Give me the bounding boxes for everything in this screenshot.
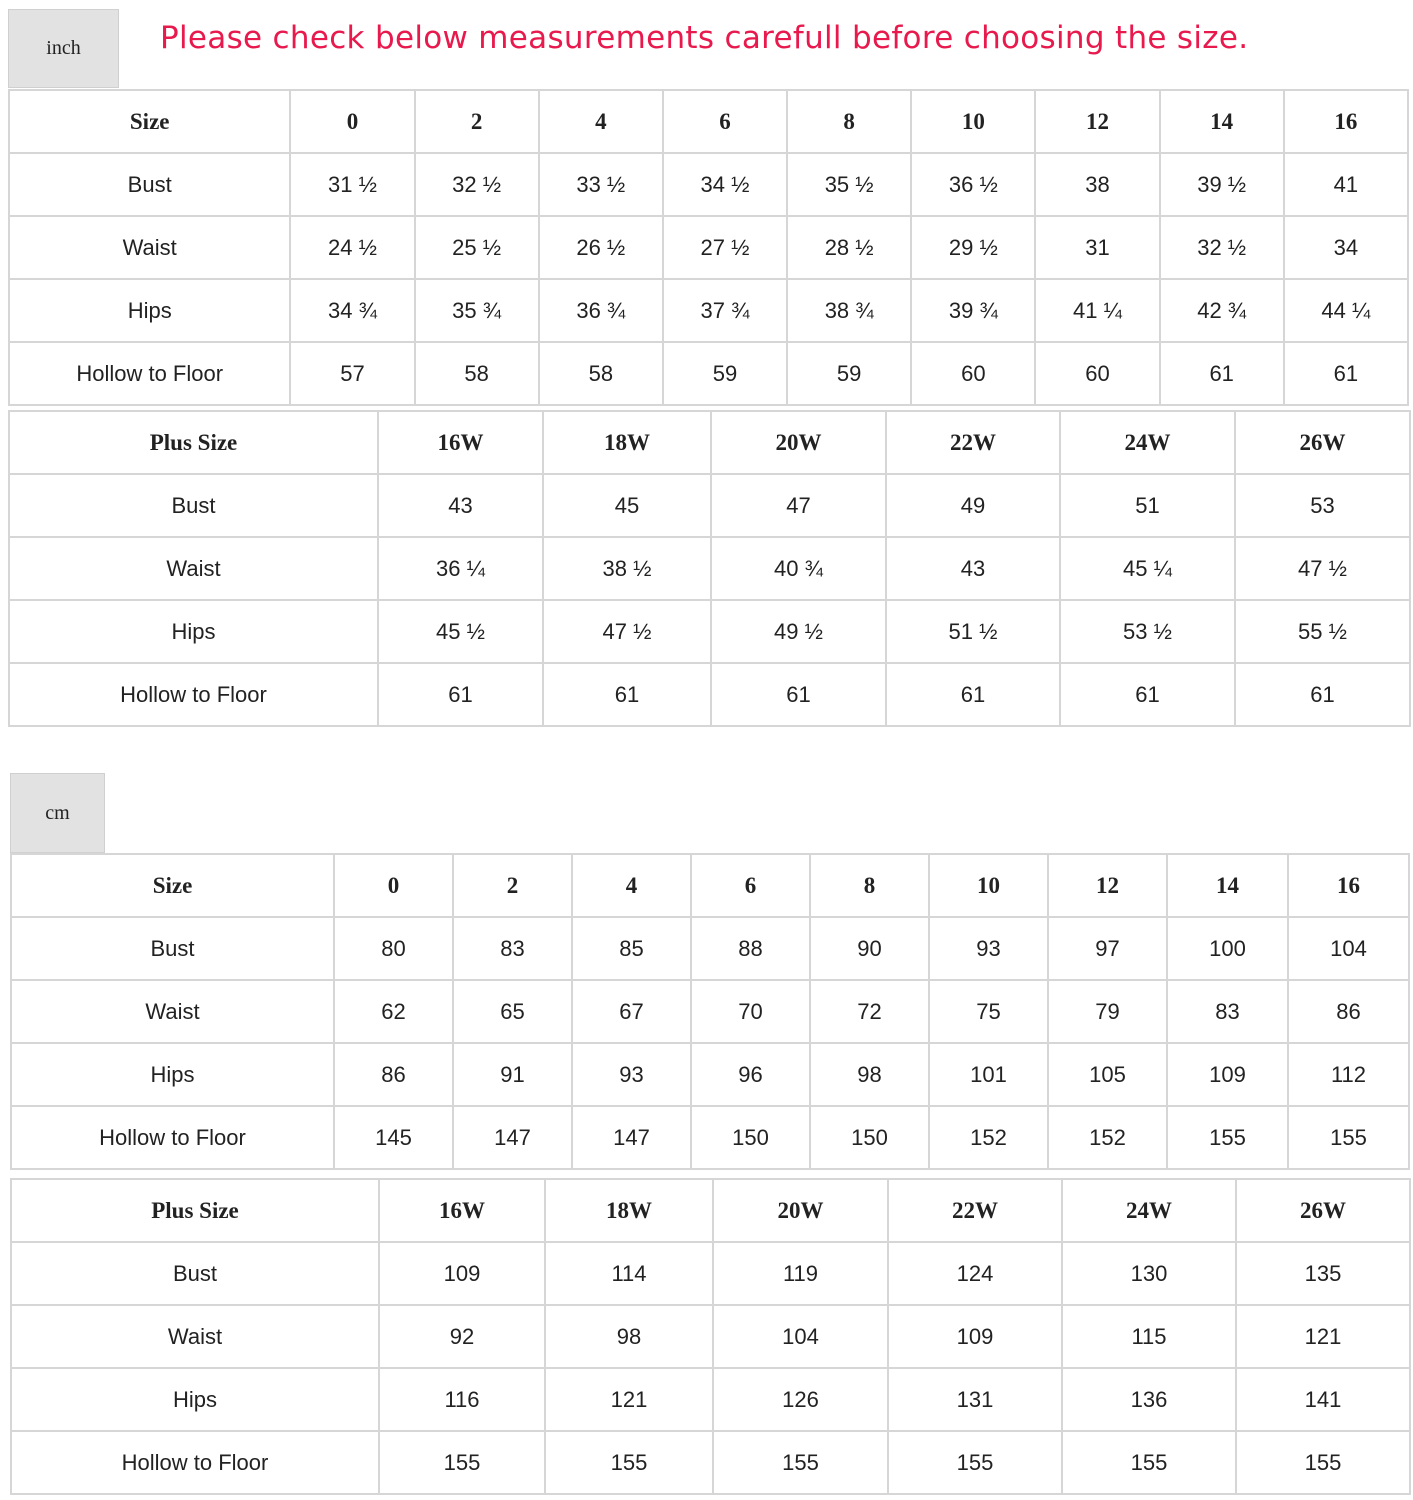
size-column-header: 2 (415, 90, 539, 153)
measurement-value: 36 ½ (911, 153, 1035, 216)
size-column-header: 18W (545, 1179, 713, 1242)
table-row (9, 474, 1410, 537)
measurement-value: 86 (1288, 980, 1409, 1043)
unit-tab-inch: inch (8, 9, 119, 88)
measurement-value: 55 ½ (1235, 600, 1410, 663)
size-column-header: 2 (453, 854, 572, 917)
measurement-value: 121 (1236, 1305, 1410, 1368)
measurement-label: Bust (9, 474, 378, 537)
measurement-value: 83 (1167, 980, 1288, 1043)
size-label-header: Plus Size (9, 411, 378, 474)
measurement-value: 150 (691, 1106, 810, 1169)
measurement-value: 67 (572, 980, 691, 1043)
measurement-value: 60 (1035, 342, 1159, 405)
measurement-value: 116 (379, 1368, 545, 1431)
measurement-value: 88 (691, 917, 810, 980)
measurement-label: Waist (9, 216, 290, 279)
size-column-header: 0 (290, 90, 414, 153)
measurement-label: Waist (11, 1305, 379, 1368)
measurement-value: 43 (886, 537, 1060, 600)
table-row (9, 279, 1408, 342)
measurement-value: 36 ¾ (539, 279, 663, 342)
measurement-value: 60 (911, 342, 1035, 405)
measurement-value: 152 (1048, 1106, 1167, 1169)
measurement-value: 26 ½ (539, 216, 663, 279)
measurement-value: 104 (1288, 917, 1409, 980)
measurement-value: 61 (1060, 663, 1235, 726)
measurement-value: 93 (572, 1043, 691, 1106)
size-column-header: 10 (911, 90, 1035, 153)
measurement-label: Hollow to Floor (11, 1106, 334, 1169)
measurement-value: 35 ¾ (415, 279, 539, 342)
measurement-label: Hips (11, 1368, 379, 1431)
measurement-value: 126 (713, 1368, 888, 1431)
table-header-row (11, 854, 1409, 917)
measurement-value: 101 (929, 1043, 1048, 1106)
measurement-value: 61 (1235, 663, 1410, 726)
measurement-label: Hollow to Floor (9, 663, 378, 726)
inch-plus-size-table (8, 410, 1411, 727)
size-column-header: 22W (886, 411, 1060, 474)
measurement-value: 59 (787, 342, 911, 405)
measurement-value: 34 (1284, 216, 1408, 279)
measurement-value: 72 (810, 980, 929, 1043)
measurement-value: 47 ½ (543, 600, 711, 663)
measurement-value: 65 (453, 980, 572, 1043)
table-row (9, 153, 1408, 216)
measurement-label: Waist (11, 980, 334, 1043)
measurement-value: 32 ½ (1160, 216, 1284, 279)
measurement-value: 93 (929, 917, 1048, 980)
size-column-header: 14 (1160, 90, 1284, 153)
size-column-header: 4 (539, 90, 663, 153)
size-column-header: 26W (1235, 411, 1410, 474)
measurement-value: 75 (929, 980, 1048, 1043)
table-header-row (11, 1179, 1410, 1242)
size-column-header: 12 (1048, 854, 1167, 917)
measurement-label: Waist (9, 537, 378, 600)
measurement-value: 100 (1167, 917, 1288, 980)
measurement-label: Hips (9, 600, 378, 663)
measurement-value: 92 (379, 1305, 545, 1368)
measurement-value: 31 ½ (290, 153, 414, 216)
measurement-value: 33 ½ (539, 153, 663, 216)
measurement-value: 147 (453, 1106, 572, 1169)
measurement-label: Hips (9, 279, 290, 342)
size-column-header: 6 (663, 90, 787, 153)
size-column-header: 0 (334, 854, 453, 917)
measurement-value: 61 (1160, 342, 1284, 405)
measurement-value: 130 (1062, 1242, 1236, 1305)
table-row (11, 980, 1409, 1043)
measurement-value: 61 (543, 663, 711, 726)
measurement-value: 136 (1062, 1368, 1236, 1431)
measurement-value: 39 ½ (1160, 153, 1284, 216)
measurement-value: 38 ½ (543, 537, 711, 600)
measurement-value: 70 (691, 980, 810, 1043)
measurement-value: 42 ¾ (1160, 279, 1284, 342)
table-row (11, 1043, 1409, 1106)
size-column-header: 22W (888, 1179, 1062, 1242)
measurement-value: 53 (1235, 474, 1410, 537)
size-column-header: 24W (1062, 1179, 1236, 1242)
measurement-value: 109 (888, 1305, 1062, 1368)
measurement-label: Hollow to Floor (11, 1431, 379, 1494)
size-column-header: 26W (1236, 1179, 1410, 1242)
size-column-header: 8 (787, 90, 911, 153)
measurement-value: 61 (378, 663, 543, 726)
measurement-value: 97 (1048, 917, 1167, 980)
measurement-value: 155 (1167, 1106, 1288, 1169)
size-column-header: 20W (711, 411, 886, 474)
measurement-value: 28 ½ (787, 216, 911, 279)
size-column-header: 16W (379, 1179, 545, 1242)
cm-standard-size-table (10, 853, 1410, 1170)
measurement-value: 59 (663, 342, 787, 405)
measurement-value: 57 (290, 342, 414, 405)
measurement-value: 85 (572, 917, 691, 980)
table-header-row (9, 90, 1408, 153)
measurement-value: 31 (1035, 216, 1159, 279)
measurement-value: 39 ¾ (911, 279, 1035, 342)
measurement-value: 38 ¾ (787, 279, 911, 342)
measurement-value: 45 (543, 474, 711, 537)
measurement-value: 98 (810, 1043, 929, 1106)
measurement-value: 49 ½ (711, 600, 886, 663)
table-row (9, 537, 1410, 600)
measurement-value: 105 (1048, 1043, 1167, 1106)
measurement-value: 98 (545, 1305, 713, 1368)
measurement-value: 96 (691, 1043, 810, 1106)
measurement-value: 141 (1236, 1368, 1410, 1431)
measurement-value: 49 (886, 474, 1060, 537)
measurement-value: 61 (1284, 342, 1408, 405)
measurement-value: 155 (713, 1431, 888, 1494)
measurement-value: 58 (539, 342, 663, 405)
unit-tab-cm: cm (10, 773, 105, 853)
measurement-value: 104 (713, 1305, 888, 1368)
size-column-header: 12 (1035, 90, 1159, 153)
measurement-value: 155 (1062, 1431, 1236, 1494)
table-row (9, 216, 1408, 279)
table-row (11, 1305, 1410, 1368)
measurement-value: 34 ¾ (290, 279, 414, 342)
measurement-value: 40 ¾ (711, 537, 886, 600)
size-column-header: 16W (378, 411, 543, 474)
page-headline: Please check below measurements carefull before choosing the size. (160, 20, 1249, 56)
measurement-value: 112 (1288, 1043, 1409, 1106)
size-column-header: 8 (810, 854, 929, 917)
size-column-header: 4 (572, 854, 691, 917)
measurement-value: 121 (545, 1368, 713, 1431)
inch-standard-size-table (8, 89, 1409, 406)
size-column-header: 16 (1284, 90, 1408, 153)
table-row (11, 1106, 1409, 1169)
measurement-value: 45 ¼ (1060, 537, 1235, 600)
measurement-value: 147 (572, 1106, 691, 1169)
measurement-value: 41 ¼ (1035, 279, 1159, 342)
size-label-header: Size (9, 90, 290, 153)
measurement-value: 29 ½ (911, 216, 1035, 279)
measurement-value: 51 ½ (886, 600, 1060, 663)
size-column-header: 20W (713, 1179, 888, 1242)
measurement-value: 119 (713, 1242, 888, 1305)
size-label-header: Size (11, 854, 334, 917)
measurement-value: 109 (1167, 1043, 1288, 1106)
measurement-value: 91 (453, 1043, 572, 1106)
measurement-label: Bust (11, 917, 334, 980)
measurement-value: 32 ½ (415, 153, 539, 216)
measurement-label: Bust (9, 153, 290, 216)
measurement-value: 58 (415, 342, 539, 405)
size-label-header: Plus Size (11, 1179, 379, 1242)
size-column-header: 18W (543, 411, 711, 474)
measurement-value: 35 ½ (787, 153, 911, 216)
measurement-label: Bust (11, 1242, 379, 1305)
measurement-value: 51 (1060, 474, 1235, 537)
measurement-value: 27 ½ (663, 216, 787, 279)
table-row (11, 1431, 1410, 1494)
measurement-value: 135 (1236, 1242, 1410, 1305)
size-column-header: 10 (929, 854, 1048, 917)
measurement-value: 155 (545, 1431, 713, 1494)
table-row (11, 917, 1409, 980)
measurement-value: 24 ½ (290, 216, 414, 279)
cm-plus-size-table (10, 1178, 1411, 1495)
table-row (9, 342, 1408, 405)
measurement-value: 114 (545, 1242, 713, 1305)
measurement-value: 44 ¼ (1284, 279, 1408, 342)
size-column-header: 14 (1167, 854, 1288, 917)
measurement-value: 115 (1062, 1305, 1236, 1368)
measurement-value: 150 (810, 1106, 929, 1169)
measurement-label: Hips (11, 1043, 334, 1106)
measurement-value: 61 (886, 663, 1060, 726)
measurement-value: 38 (1035, 153, 1159, 216)
measurement-value: 62 (334, 980, 453, 1043)
table-row (9, 663, 1410, 726)
measurement-value: 79 (1048, 980, 1167, 1043)
table-header-row (9, 411, 1410, 474)
measurement-value: 131 (888, 1368, 1062, 1431)
measurement-label: Hollow to Floor (9, 342, 290, 405)
size-column-header: 24W (1060, 411, 1235, 474)
measurement-value: 41 (1284, 153, 1408, 216)
measurement-value: 25 ½ (415, 216, 539, 279)
table-row (11, 1368, 1410, 1431)
measurement-value: 155 (379, 1431, 545, 1494)
measurement-value: 155 (1236, 1431, 1410, 1494)
measurement-value: 61 (711, 663, 886, 726)
measurement-value: 124 (888, 1242, 1062, 1305)
measurement-value: 145 (334, 1106, 453, 1169)
measurement-value: 155 (1288, 1106, 1409, 1169)
measurement-value: 43 (378, 474, 543, 537)
measurement-value: 83 (453, 917, 572, 980)
measurement-value: 47 ½ (1235, 537, 1410, 600)
measurement-value: 53 ½ (1060, 600, 1235, 663)
measurement-value: 80 (334, 917, 453, 980)
measurement-value: 86 (334, 1043, 453, 1106)
measurement-value: 45 ½ (378, 600, 543, 663)
size-column-header: 16 (1288, 854, 1409, 917)
measurement-value: 152 (929, 1106, 1048, 1169)
measurement-value: 34 ½ (663, 153, 787, 216)
measurement-value: 47 (711, 474, 886, 537)
measurement-value: 109 (379, 1242, 545, 1305)
measurement-value: 37 ¾ (663, 279, 787, 342)
table-row (11, 1242, 1410, 1305)
size-column-header: 6 (691, 854, 810, 917)
measurement-value: 36 ¼ (378, 537, 543, 600)
measurement-value: 155 (888, 1431, 1062, 1494)
table-row (9, 600, 1410, 663)
measurement-value: 90 (810, 917, 929, 980)
